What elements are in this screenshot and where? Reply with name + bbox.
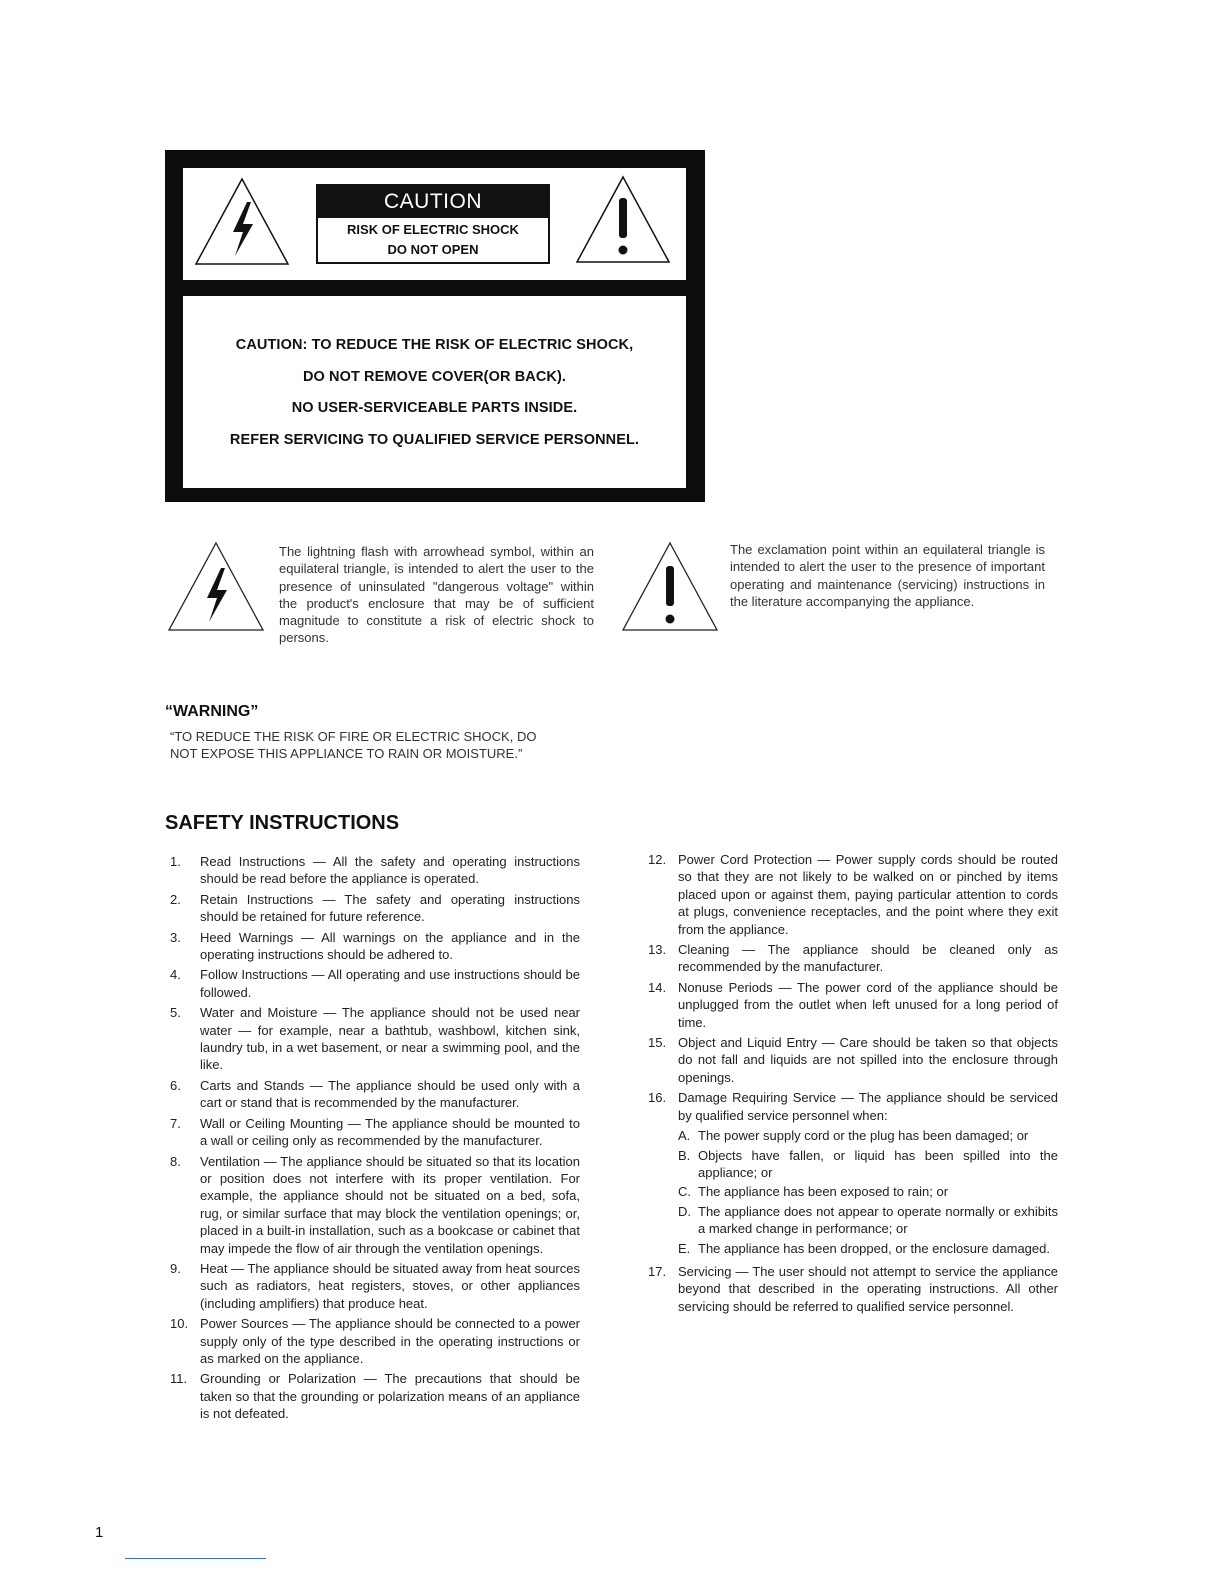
list-item [170,1260,580,1312]
item-number: 7. [170,1115,181,1131]
item-text: Follow Instructions — All operating and use instructions should be followed. [200,967,580,1000]
item-number: 8. [170,1153,181,1169]
item-text: Nonuse Periods — The power cord of the appliance should be unplugged from the outlet when left unused for a long period of time. [678,979,1058,1030]
item-text: Ventilation — The appliance should be situated so that its location or position does not interfere with its proper ventilation. For example, the appliance should not be situated on a bed, sofa, rug, or similar surface that may block the ventilation openings; or, placed in a built-in installation, such as a bookcase or cabinet that may impede the flow of air through the ventilation openings. [200,1153,580,1256]
item-number: 12. [648,852,667,867]
sub-item-text: The power supply cord or the plug has been damaged; or [698,1128,1029,1144]
exclamation-symbol-description: The exclamation point within an equilateral triangle is intended to alert the user to the presence of important operating and maintenance (servicing) instructions in the literature accompanying the appliance. [730,542,1045,609]
item-text: Wall or Ceiling Mounting — The appliance should be mounted to a wall or ceiling only as recommended by the manufacturer. [200,1115,580,1149]
item-number: 9. [170,1260,181,1276]
sub-list-item [678,1183,1058,1200]
item-text: Water and Moisture — The appliance should not be used near water — for example, near a bathtub, washbowl, kitchen sink, laundry tub, in a wet basement, or near a swimming pool, and the like. [200,1005,580,1073]
item-number: 4. [170,967,181,983]
item-text: Read Instructions — All the safety and operating instructions should be read before the appliance is operated. [200,854,580,887]
safety-list-right [648,851,1058,1318]
item-number: 2. [170,891,181,907]
item-text: Cleaning — The appliance should be cleaned only as recommended by the manufacturer. [678,942,1058,975]
list-item [648,941,1058,976]
item-text: Damage Requiring Service — The appliance should be serviced by qualified service personnel when: [678,1090,1058,1123]
sub-list-item [678,1127,1058,1144]
warning-heading: “WARNING” [165,703,259,720]
sub-item-letter: A. [678,1128,691,1144]
list-item [170,1077,580,1112]
list-item [648,1263,1058,1315]
item-number: 13. [648,942,667,958]
sub-list-item [678,1203,1058,1238]
safety-list-left [170,853,580,1426]
caution-risk-text: RISK OF ELECTRIC SHOCK [347,222,519,237]
caution-line: NO USER-SERVICEABLE PARTS INSIDE. [291,400,578,416]
list-item [170,1115,580,1150]
caution-line: CAUTION: TO REDUCE THE RISK OF ELECTRIC SHOCK, [235,337,634,353]
list-item [648,1034,1058,1086]
lightning-warning-icon [193,176,291,268]
item-number: 14. [648,979,667,995]
list-item [648,1089,1058,1124]
item-number: 5. [170,1005,181,1021]
item-text: Retain Instructions — The safety and operating instructions should be retained for future reference. [200,891,580,925]
safety-instructions-heading: SAFETY INSTRUCTIONS [165,812,400,834]
list-item [170,1315,580,1367]
item-number: 11. [170,1371,188,1387]
sub-item-text: The appliance has been exposed to rain; or [698,1184,949,1200]
item-number: 10. [170,1316,189,1332]
sub-item-letter: E. [678,1240,691,1256]
sub-item-text: Objects have fallen, or liquid has been spilled into the appliance; or [698,1147,1058,1180]
caution-statement [183,330,686,456]
item-number: 15. [648,1035,667,1051]
list-item [170,891,580,926]
caution-line: DO NOT REMOVE COVER(OR BACK). [302,368,567,385]
caution-do-not-open-text: DO NOT OPEN [387,242,479,257]
list-item [170,1004,580,1074]
list-item [170,853,580,888]
list-item [170,929,580,964]
item-text: Power Cord Protection — Power supply cords should be routed so that they are not likely to be walked on or pinched by items placed upon or against them, paying particular attention to cords at plugs, convenience receptacles, and the point where they exit from the appliance. [678,852,1058,937]
footer-rule [125,1558,266,1559]
exclamation-warning-icon [574,174,672,266]
item-text: Power Sources — The appliance should be connected to a power supply only of the type described in the operating instructions or as marked on the appliance. [200,1316,580,1366]
sub-item-letter: D. [678,1203,691,1219]
item-number: 1. [170,854,181,869]
item-text: Servicing — The user should not attempt to service the appliance beyond that described in the operating instructions. All other servicing should be referred to qualified service personnel. [678,1263,1058,1314]
item-text: Object and Liquid Entry — Care should be taken so that objects do not fall and liquids are not spilled into the enclosure through openings. [678,1035,1058,1085]
exclamation-symbol-icon [620,540,720,634]
sub-list-item [678,1240,1058,1257]
item-text: Grounding or Polarization — The precautions that should be taken so that the grounding or polarization means of an appliance is not defeated. [200,1371,580,1422]
sub-item-letter: B. [678,1147,691,1163]
sub-item-text: The appliance has been dropped, or the enclosure damaged. [698,1240,1050,1256]
item-number: 6. [170,1077,181,1093]
sub-list-item [678,1147,1058,1182]
list-item [170,966,580,1001]
warning-text: “TO REDUCE THE RISK OF FIRE OR ELECTRIC SHOCK, DO NOT EXPOSE THIS APPLIANCE TO RAIN OR MOISTURE.” [170,729,537,761]
list-item [648,851,1058,938]
item-text: Heed Warnings — All warnings on the appliance and in the operating instructions should be adhered to. [200,929,580,963]
sub-item-letter: C. [678,1184,691,1200]
item-number: 16. [648,1090,667,1106]
list-item [170,1370,580,1422]
caution-line: REFER SERVICING TO QUALIFIED SERVICE PERSONNEL. [229,431,640,448]
caution-title: CAUTION [318,186,548,218]
page-number: 1 [95,1524,104,1541]
item-number: 17. [648,1263,667,1279]
sub-item-text: The appliance does not appear to operate normally or exhibits a marked change in performance; or [698,1203,1058,1237]
item-text: Heat — The appliance should be situated away from heat sources such as radiators, heat registers, stoves, or other appliances (including amplifiers) that produce heat. [200,1260,580,1311]
list-item [170,1153,580,1257]
list-item [648,979,1058,1031]
item-number: 3. [170,929,181,945]
lightning-symbol-icon [166,540,266,634]
item-text: Carts and Stands — The appliance should be used only with a cart or stand that is recommended by the manufacturer. [200,1077,580,1111]
caution-label [316,184,550,264]
lightning-symbol-description: The lightning flash with arrowhead symbol, within an equilateral triangle, is intended to alert the user to the presence of uninsulated "dangerous voltage" within the product's enclosure that may be of sufficient magnitude to constitute a risk of electric shock to persons. [279,544,594,646]
